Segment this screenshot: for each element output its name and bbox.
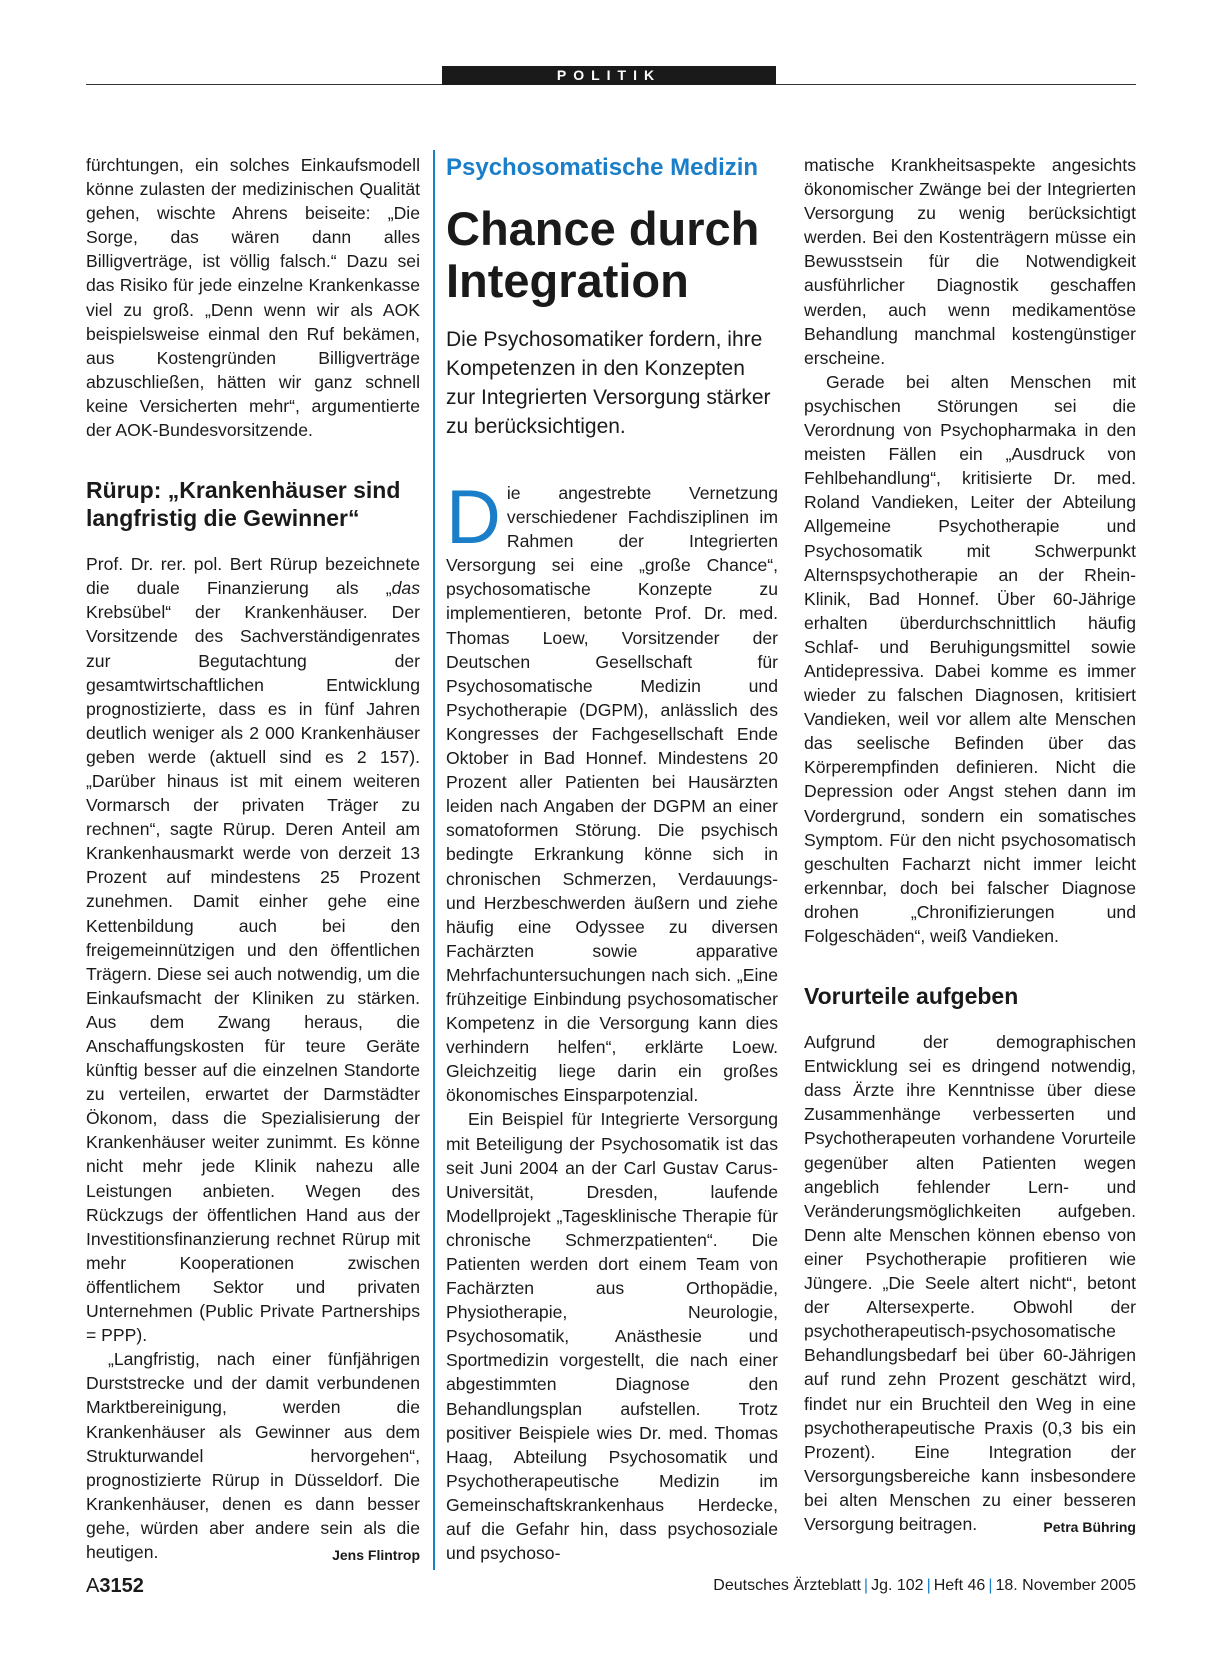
journal-info (713, 1577, 1136, 1595)
page-number (86, 1575, 144, 1598)
page-number-value: 3152 (99, 1575, 144, 1597)
separator: | (863, 1577, 869, 1594)
col1-paragraph-2 (86, 552, 420, 1347)
article-headline (446, 203, 778, 307)
article-lead: Die Psychosomatiker fordern, ihre Kompetenzen in den Konzepten zur Integrierten Versorgung stärker zu berücksichtigen. (446, 328, 771, 438)
journal-date: 18. November 2005 (995, 1577, 1136, 1594)
col1-p2-text-b: Krebsübel“ der Krankenhäuser. Der Vorsitzende des Sachverständigenrates zur Begutachtung der gesamtwirtschaftlichen Entwicklung prognostizierte, dass es in fünf Jahren deutlich weniger als 2 000 Krankenhäuser geben werde (aktuell sind es 2 157). „Darüber hinaus ist mit einem weiteren Vormarsch der privaten Träger zu rechnen“, sagte Rürup. Deren Anteil am Krankenhausmarkt werde von derzeit 13 Prozent auf mindestens 25 Prozent zunehmen. Damit einher gehe eine Kettenbildung auch bei den freigemeinnützigen und den öffentlichen Trägern. Diese sei auch notwendig, um die Einkaufsmacht der Kliniken zu stärken. Aus dem Zwang heraus, die Anschaffungskosten für teure Geräte künftig besser auf die einzelnen Standorte zu verteilen, erwartet der Darmstädter Ökonom, dass die Spezialisierung der Krankenhäuser weiter zunimmt. Es könne nicht mehr jede Klinik nahezu alle Leistungen anbieten. Wegen des Rückzugs der öffentlichen Hand aus der Investitionsfinanzierung rechnet Rürup mit mehr Kooperationen zwischen öffentlichem Sektor und privaten Unternehmen (Public Private Partnerships = PPP). (86, 602, 420, 1346)
col3-subhead: Vorurteile aufgeben (804, 983, 1019, 1010)
col1-p3-text: „Langfristig, nach einer fünfjährigen Durststrecke und der damit verbundenen Marktbereinigung, werden die Krankenhäuser als Gewinner aus dem Strukturwandel hervorgehen“, prognostizierte Rürup in Düsseldorf. Die Krankenhäuser, denen es dann besser gehe, würden aber andere sein als die heutigen. (86, 1349, 420, 1562)
section-header (86, 66, 1136, 85)
journal-name: Deutsches Ärzteblatt (713, 1577, 861, 1594)
col1-p2-italic: das (391, 578, 420, 599)
column-2 (446, 153, 778, 1565)
col1-subhead: Rürup: „Krankenhäuser sind langfristig die Gewinner“ (86, 477, 401, 532)
author-byline: Jens Flintrop (332, 1546, 420, 1563)
column-1 (86, 153, 420, 1567)
page-prefix: A (86, 1575, 100, 1597)
article-kicker: Psychosomatische Medizin (446, 154, 759, 181)
col2-paragraph-2: Ein Beispiel für Integrierte Versorgung mit Beteiligung der Psychosomatik ist das seit Juni 2004 an der Carl Gustav Carus-Universität, Dresden, laufende Modellprojekt „Tagesklinische Therapie für chronische Schmerzpatienten“. Die Patienten werden dort einem Team von Fachärzten aus Orthopädie, Physiotherapie, Neurologie, Psychosomatik, Anästhesie und Sportmedizin vorgestellt, die nach einer abgestimmten Diagnose den Behandlungsplan aufstellen. Trotz positiver Beispiele wies Dr. med. Thomas Haag, Abteilung Psychosomatik und Psychotherapeutische Medizin im Gemeinschaftskrankenhaus Herdecke, auf die Gefahr hin, dass psychosoziale und psychoso- (446, 1109, 778, 1564)
column-3 (804, 153, 1136, 1539)
col2-paragraph-1 (446, 475, 778, 1107)
column-divider (433, 150, 435, 1570)
section-label: POLITIK (442, 66, 776, 85)
drop-cap: D (446, 475, 501, 560)
separator: | (926, 1577, 931, 1594)
col3-paragraph-2: Gerade bei alten Menschen mit psychischen Störungen sei die Verordnung von Psychopharmaka in den meisten Fällen ein „Ausdruck von Fehlbehandlung“, kritisierte Dr. med. Roland Vandieken, Leiter der Abteilung Allgemeine Psychotherapie und Psychosomatik mit Schwerpunkt Alternspsychotherapie an der Rhein-Klinik, Bad Honnef. Über 60-Jährige erhalten überdurchschnittlich häufig Schlaf- und Beruhigungsmittel sowie Antidepressiva. Dabei komme es immer wieder zu falschen Diagnosen, kritisiert Vandieken, weil vor allem alte Menschen das seelische Befinden über das Körperempfinden definieren. Nicht die Depression oder Angst stehen dann im Vordergrund, sondern ein somatisches Symptom. Für den nicht psychosomatisch geschulten Facharzt nicht immer leicht erkennbar, doch bei falscher Diagnose drohen „Chronifizierungen und Folgeschäden“, weiß Vandieken. (804, 371, 1136, 946)
col3-paragraph-1: matische Krankheitsaspekte angesichts ökonomischer Zwänge bei der Integrierten Versorgung zu wenig berücksichtigt werden. Bei den Kostenträgern müsse ein Bewusstsein für die Notwendigkeit ausführlicher Diagnostik geschaffen werden, auch wenn medikamentöse Behandlung manchmal kostengünstiger erscheine. (804, 155, 1136, 368)
headline-line-2: Integration (446, 254, 689, 307)
journal-volume: Jg. 102 (871, 1577, 924, 1594)
journal-issue: Heft 46 (933, 1577, 986, 1594)
col1-paragraph-1: fürchtungen, ein solches Einkaufsmodell könne zulasten der medizinischen Qualität gehen, wischte Ahrens beiseite: „Die Sorge, das wären dann alles Billigverträge, ist völlig falsch.“ Dazu sei das Risiko für jede einzelne Krankenkasse viel zu groß. „Denn wenn wir als AOK beispielsweise einmal den Ruf bekämen, aus Kostengründen Billigverträge abzuschließen, hätten wir ganz schnell keine Versicherten mehr“, argumentierte der AOK-Bundesvorsitzende. (86, 155, 420, 441)
col3-paragraph-3 (804, 1030, 1136, 1536)
page-footer (86, 1575, 1136, 1601)
col2-p1-text: ie angestrebte Vernetzung verschiedener Fachdisziplinen im Rahmen der Integrierten Versorgung sei eine „große Chance“, psychosomatische Konzepte zu implementieren, betonte Prof. Dr. med. Thomas Loew, Vorsitzender der Deutschen Gesellschaft für Psychosomatische Medizin und Psychotherapie (DGPM), anlässlich des Kongresses der Fachgesellschaft Ende Oktober in Bad Honnef. Mindestens 20 Prozent aller Patienten bei Hausärzten leiden nach Angaben der DGPM an einer somatoformen Störung. Die psychisch bedingte Erkrankung könne sich in chronischen Schmerzen, Verdauungs- und Herzbeschwerden äußern und ziehe häufig eine Odyssee zu diversen Fachärzten sowie apparative Mehrfachuntersuchungen nach sich. „Eine frühzeitige Einbindung psychosomatischer Kompetenz in die Versorgung kann dies verhindern helfen“, erklärte Loew. Gleichzeitig liege darin ein großes ökonomisches Einsparpotenzial. (446, 483, 778, 1106)
col1-p2-text-a: Prof. Dr. rer. pol. Bert Rürup bezeichnete die duale Finanzierung als „ (86, 554, 420, 599)
col1-paragraph-3 (86, 1347, 420, 1564)
author-byline: Petra Bühring (1043, 1518, 1136, 1535)
headline-line-1: Chance durch (446, 202, 760, 255)
col3-p3-text: Aufgrund der demographischen Entwicklung sei es dringend notwendig, dass Ärzte ihre Kenntnisse über diese Zusammenhänge verbesserten und Psychotherapeuten vorhandene Vorurteile gegenüber alten Patienten wegen angeblich fehlender Lern- und Veränderungsmöglichkeiten aufgeben. Denn alte Menschen können ebenso von einer Psychotherapie profitieren wie Jüngere. „Die Seele altert nicht“, betont der Altersexperte. Obwohl der psychotherapeutisch-psychosomatische Behandlungsbedarf bei über 60-Jährigen auf rund zehn Prozent geschätzt wird, findet nur ein Bruchteil den Weg in eine psychotherapeutische Praxis (0,3 bis ein Prozent). Eine Integration der Versorgungsbereiche kann insbesondere bei alten Menschen zu einer besseren Versorgung beitragen. (804, 1032, 1136, 1534)
separator: | (988, 1577, 993, 1594)
